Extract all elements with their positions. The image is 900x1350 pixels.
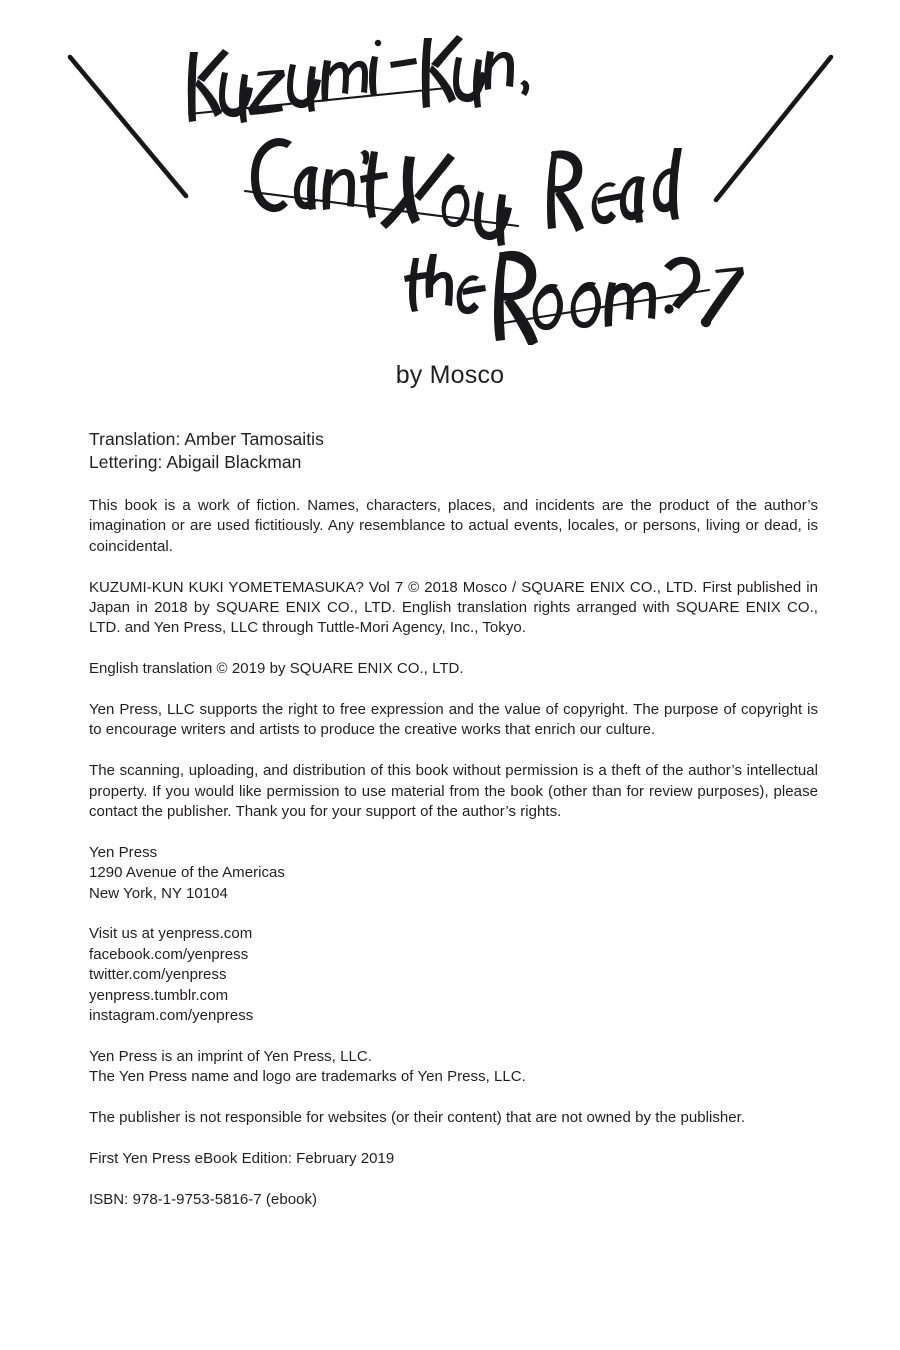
- link-instagram[interactable]: instagram.com/yenpress: [89, 1007, 254, 1025]
- piracy-notice: The scanning, uploading, and distribution of this book without permission is a theft of the author’s intellectual property. If you would like permission to use material from the book (other than for review purposes), please contact the publisher. Thank you for your support of the author’s rights.: [89, 762, 818, 821]
- translation-copyright-notice: English translation © 2019 by SQUARE ENIX CO., LTD.: [89, 660, 464, 678]
- website-disclaimer: The publisher is not responsible for websites (or their content) that are not owned by the publisher.: [89, 1109, 746, 1127]
- link-facebook[interactable]: facebook.com/yenpress: [89, 945, 249, 963]
- trademark-statement: The Yen Press name and logo are trademarks of Yen Press, LLC.: [89, 1068, 526, 1086]
- copyright-text-column: [89, 428, 818, 1230]
- decorative-stroke-right: [716, 57, 831, 200]
- imprint-statement: Yen Press is an imprint of Yen Press, LLC.: [89, 1047, 372, 1065]
- isbn-line: ISBN: 978-1-9753-5816-7 (ebook): [89, 1190, 318, 1208]
- edition-line: First Yen Press eBook Edition: February 2019: [89, 1149, 395, 1167]
- title-block: [0, 0, 900, 345]
- credits-block: [89, 428, 818, 474]
- link-twitter[interactable]: twitter.com/yenpress: [89, 966, 227, 984]
- title-underline-1: [189, 88, 447, 114]
- title-line-2: [251, 138, 682, 246]
- imprint-block: [89, 1047, 818, 1088]
- link-website[interactable]: Visit us at yenpress.com: [89, 925, 253, 943]
- translation-credit: Translation: Amber Tamosaitis: [89, 429, 324, 449]
- original-copyright-notice: KUZUMI-KUN KUKI YOMETEMASUKA? Vol 7 © 2018 Mosco / SQUARE ENIX CO., LTD. First published in Japan in 2018 by SQUARE ENIX CO., LTD. English translation rights arranged with SQUARE ENIX CO., LTD. and Yen Press, LLC through Tuttle-Mori Agency, Inc., Tokyo.: [89, 578, 818, 637]
- publisher-city-state-zip: New York, NY 10104: [89, 884, 228, 902]
- byline: by Mosco: [395, 361, 505, 389]
- publisher-name: Yen Press: [89, 843, 158, 861]
- isbn-block: [89, 1190, 818, 1210]
- decorative-stroke-left: [70, 57, 186, 196]
- free-expression-statement: Yen Press, LLC supports the right to free expression and the value of copyright. The purpose of copyright is to encourage writers and artists to produce the creative works that enrich our culture.: [89, 701, 818, 739]
- publisher-address: [89, 843, 818, 904]
- lettering-credit: Lettering: Abigail Blackman: [89, 452, 302, 472]
- fiction-disclaimer: This book is a work of fiction. Names, characters, places, and incidents are the product of the author’s imagination or are used fictitiously. Any resemblance to actual events, locales, or persons, living or dead, is coincidental.: [89, 497, 818, 555]
- title-volume-number: [664, 266, 744, 327]
- web-links-block: [89, 924, 818, 1026]
- edition-statement: [89, 1149, 818, 1169]
- link-tumblr[interactable]: yenpress.tumblr.com: [89, 986, 229, 1004]
- publisher-street: 1290 Avenue of the Americas: [89, 864, 285, 882]
